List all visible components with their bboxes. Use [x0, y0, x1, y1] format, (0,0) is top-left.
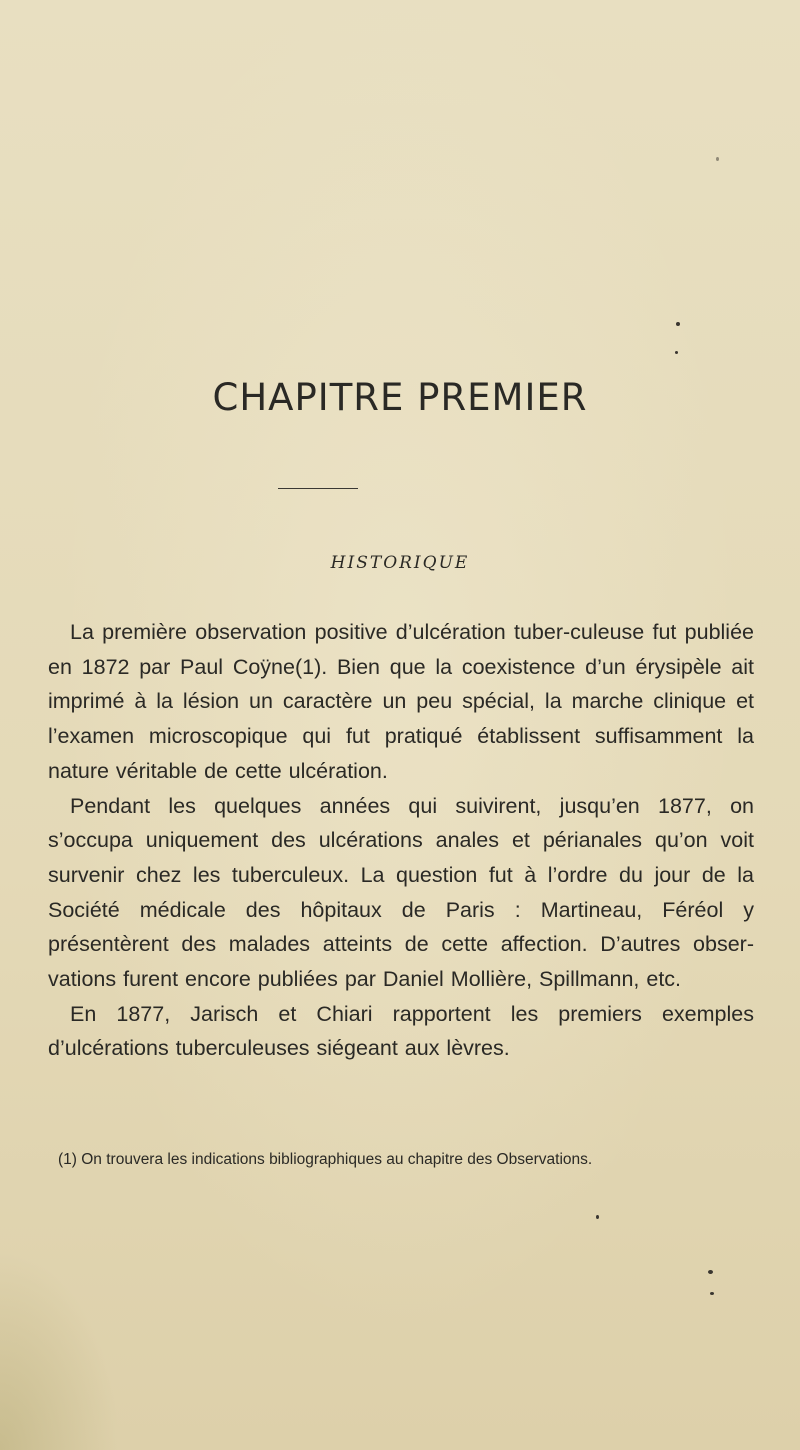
paper-speck [716, 157, 719, 161]
chapter-title: CHAPITRE PREMIER [212, 376, 588, 419]
section-title: HISTORIQUE [330, 553, 470, 573]
paragraph: Pendant les quelques années qui suivirent, jusqu’en 1877, on s’occupa uniquement des ulcérations anales et périanales qu’on voit survenir chez les tuberculeux. La question fut à l’ordre du jour de la Société médicale des hôpitaux de Paris : Martineau, Féréol y présentèrent des malades atteints de cette affection. D’autres obser-vations furent encore publiées par Daniel Mollière, Spillmann, etc. [48, 793, 754, 992]
paper-speck [708, 1270, 713, 1274]
page-stain [0, 1250, 120, 1450]
body-text [48, 615, 754, 1066]
paper-speck [710, 1292, 714, 1295]
paper-speck [676, 322, 680, 326]
paragraph: En 1877, Jarisch et Chiari rapportent les premiers exemples d’ulcérations tuberculeuses siégeant aux lèvres. [48, 1001, 754, 1061]
paragraph: La première observation positive d’ulcération tuber-culeuse fut publiée en 1872 par Paul Coÿne(1). Bien que la coexistence d’un érysipèle ait imprimé à la lésion un caractère un peu spécial, la marche clinique et l’examen microscopique qui fut pratiqué établissent suffisamment la nature véritable de cette ulcération. [48, 620, 754, 783]
paper-speck [596, 1215, 599, 1219]
footnote: (1) On trouvera les indications bibliographiques au chapitre des Observations. [58, 1151, 593, 1168]
title-divider [278, 488, 358, 489]
paper-speck [675, 351, 678, 354]
